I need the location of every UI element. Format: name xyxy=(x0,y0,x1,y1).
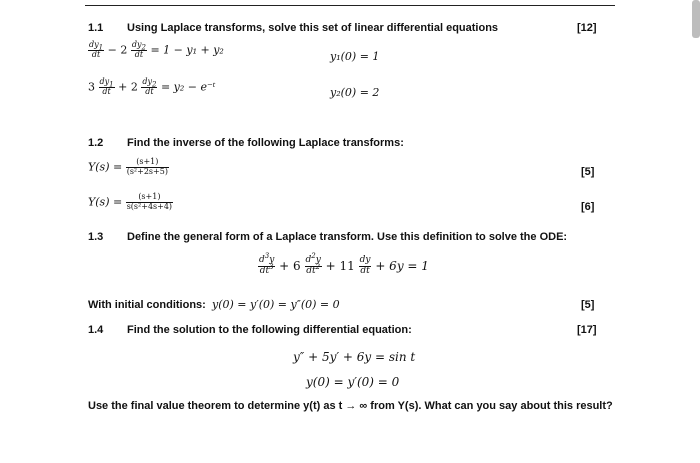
q11-ic1: y₁(0) = 1 xyxy=(330,50,380,63)
scrollbar-thumb[interactable] xyxy=(692,0,700,38)
q11-eq1-rhs: = 1 − y₁ + y₂ xyxy=(150,43,224,57)
q13-text: Define the general form of a Laplace transform. Use this definition to solve the ODE: xyxy=(127,231,568,243)
q14-number: 1.4 xyxy=(88,324,104,336)
q12-a-marks: [5] xyxy=(581,166,595,178)
frac-d2y: $\frac{d^2y}{dt^2}$ xyxy=(305,252,321,276)
frac-dy1-dt: $\frac{dy_1}{dt}$ xyxy=(89,40,104,59)
q11-eq2-rhs: = y₂ − e⁻ᵗ xyxy=(160,80,216,94)
frac-dy2-dt: $\frac{dy_2}{dt}$ xyxy=(131,40,146,59)
q11-eq1: $\frac{dy_1}{dt}$ − 2 $\frac{dy_2}{dt}$ = 1 − y₁ + y₂ xyxy=(89,40,224,59)
q12-number: 1.2 xyxy=(88,137,104,149)
q13-marks: [5] xyxy=(581,299,595,311)
q11-text: Using Laplace transforms, solve this set of linear differential equations xyxy=(127,22,499,34)
q12-b-den: s(s²+4s+4) xyxy=(126,201,173,211)
q12-b-eq xyxy=(88,193,173,212)
q13-ic-eq: y(0) = y′(0) = y″(0) = 0 xyxy=(212,298,340,311)
q12-a-den: (s²+2s+5) xyxy=(126,166,168,176)
q14-ic: y(0) = y′(0) = 0 xyxy=(306,375,400,389)
q12-b-lhs: Y(s) = xyxy=(88,195,123,209)
top-rule xyxy=(85,5,615,6)
q12-b-frac xyxy=(126,193,173,212)
q14-marks: [17] xyxy=(577,324,597,336)
frac-dy: $\frac{dy}{dt}$ xyxy=(359,255,371,276)
q13-ic-label: With initial conditions: xyxy=(88,299,206,311)
q11-marks: [12] xyxy=(577,22,597,34)
q13-ode-rhs: + 6y = 1 xyxy=(375,258,429,273)
q11-number: 1.1 xyxy=(88,22,104,34)
q13-number: 1.3 xyxy=(88,231,104,243)
q13-ode: $\frac{d^3y}{dt^3}$ + 6 $\frac{d^2y}{dt^2}$ + 11 $\frac{dy}{dt}$ + 6y = 1 xyxy=(259,252,429,276)
q12-a-frac xyxy=(126,158,169,177)
q11-eq2: 3 $\frac{dy_1}{dt}$ + 2 $\frac{dy_2}{dt}$ = y₂ − e⁻ᵗ xyxy=(88,77,216,96)
q12-a-num: (s+1) xyxy=(126,158,169,168)
q12-a-lhs: Y(s) = xyxy=(88,160,123,174)
q14-ode: y″ + 5y′ + 6y = sin t xyxy=(293,350,416,364)
q11-ic2: y₂(0) = 2 xyxy=(330,86,380,99)
q14-final: Use the final value theorem to determine y(t) as t → ∞ from Y(s). What can you say about this result? xyxy=(88,400,613,412)
frac-dy1-dt-2: $\frac{dy_1}{dt}$ xyxy=(99,77,114,96)
q12-text: Find the inverse of the following Laplace transforms: xyxy=(127,137,404,149)
q12-b-marks: [6] xyxy=(581,201,595,213)
frac-dy2-dt-2: $\frac{dy_2}{dt}$ xyxy=(142,77,157,96)
q12-b-num: (s+1) xyxy=(126,193,173,203)
q14-text: Find the solution to the following differential equation: xyxy=(127,324,412,336)
q12-a-eq xyxy=(88,158,169,177)
frac-d3y: $\frac{d^3y}{dt^3}$ xyxy=(259,252,275,276)
